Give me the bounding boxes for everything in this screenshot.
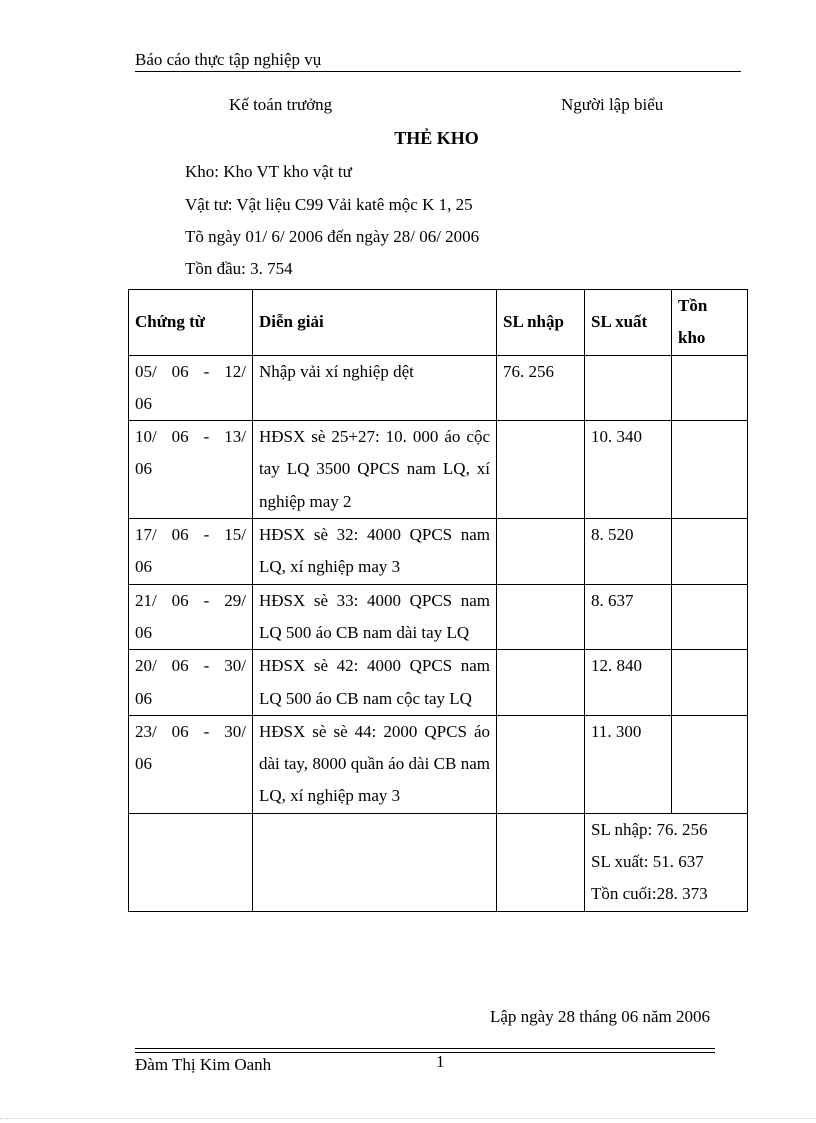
description-cell: HĐSX sè 42: 4000 QPCS nam LQ 500 áo CB nam cộc tay LQ [253, 650, 497, 716]
header-voucher: Chứng từ [129, 290, 253, 356]
voucher-date-month: 06 [135, 459, 152, 479]
voucher-cell [129, 519, 253, 585]
description-cell: Nhập vải xí nghiệp dệt [253, 355, 497, 421]
total-out: SL xuất: 51. 637 [591, 852, 704, 872]
page-number: 1 [436, 1052, 445, 1071]
material-line: Vật tư: Vật liệu C99 Vải katê mộc K 1, 25 [185, 195, 473, 214]
qty-out-cell: 8. 637 [585, 584, 672, 650]
qty-out-cell: 11. 300 [585, 715, 672, 813]
voucher-date-range: 05/ 06 - 12/ [135, 361, 246, 381]
qty-in-cell [497, 519, 585, 585]
warehouse-line: Kho: Kho VT kho vật tư [185, 162, 352, 181]
description-cell: HĐSX sè sè 44: 2000 QPCS áo dài tay, 8000 quần áo dài CB nam LQ, xí nghiệp may 3 [253, 715, 497, 813]
header-stock [672, 290, 748, 356]
qty-out-cell: 12. 840 [585, 650, 672, 716]
header-stock-line1: Tồn [678, 296, 708, 315]
table-row [129, 421, 748, 519]
footer-rule-bottom [135, 1052, 715, 1053]
preparer-label: Người lập biểu [561, 95, 664, 114]
table-row [129, 355, 748, 421]
opening-balance-line: Tồn đầu: 3. 754 [185, 259, 293, 278]
prepared-date: Lập ngày 28 tháng 06 năm 2006 [490, 1007, 711, 1026]
voucher-cell [129, 650, 253, 716]
stock-cell [672, 650, 748, 716]
stock-card-table [128, 289, 748, 912]
summary-empty-cell [497, 813, 585, 911]
document-title: THẺ KHO [394, 128, 479, 148]
stock-cell [672, 584, 748, 650]
qty-in-cell [497, 584, 585, 650]
stock-cell [672, 421, 748, 519]
header-qty-out: SL xuất [585, 290, 672, 356]
table-row [129, 584, 748, 650]
voucher-cell [129, 584, 253, 650]
running-header: Báo cáo thực tập nghiệp vụ [135, 50, 322, 69]
voucher-date-month: 06 [135, 688, 152, 708]
total-in: SL nhập: 76. 256 [591, 819, 708, 839]
qty-out-cell: 10. 340 [585, 421, 672, 519]
voucher-date-range: 20/ 06 - 30/ [135, 656, 246, 676]
header-qty-in: SL nhập [497, 290, 585, 356]
header-stock-line2: kho [678, 328, 706, 348]
summary-empty-cell [129, 813, 253, 911]
stock-cell [672, 355, 748, 421]
stock-cell [672, 715, 748, 813]
qty-out-cell: 8. 520 [585, 519, 672, 585]
description-cell: HĐSX sè 33: 4000 QPCS nam LQ 500 áo CB nam dài tay LQ [253, 584, 497, 650]
description-cell: HĐSX sè 32: 4000 QPCS nam LQ, xí nghiệp may 3 [253, 519, 497, 585]
qty-in-cell [497, 650, 585, 716]
table-header-row [129, 290, 748, 356]
summary-empty-cell [253, 813, 497, 911]
voucher-date-month: 06 [135, 754, 152, 774]
period-line: Tõ ngày 01/ 6/ 2006 đến ngày 28/ 06/ 2006 [185, 227, 480, 246]
description-cell: HĐSX sè 25+27: 10. 000 áo cộc tay LQ 3500 QPCS nam LQ, xí nghiệp may 2 [253, 421, 497, 519]
qty-out-cell [585, 355, 672, 421]
voucher-date-range: 21/ 06 - 29/ [135, 590, 246, 610]
qty-in-cell [497, 715, 585, 813]
qty-in-cell [497, 421, 585, 519]
voucher-cell [129, 355, 253, 421]
voucher-date-range: 10/ 06 - 13/ [135, 427, 246, 447]
page-edge-dots [0, 1118, 816, 1119]
footer-rule-top [135, 1048, 715, 1049]
header-rule [135, 71, 741, 72]
table-row [129, 519, 748, 585]
voucher-cell [129, 715, 253, 813]
chief-accountant-label: Kế toán trưởng [229, 95, 333, 114]
voucher-cell [129, 421, 253, 519]
footer-author: Đàm Thị Kim Oanh [135, 1055, 272, 1074]
summary-row [129, 813, 748, 911]
voucher-date-range: 17/ 06 - 15/ [135, 525, 246, 545]
header-description: Diễn giải [253, 290, 497, 356]
stock-cell [672, 519, 748, 585]
closing-balance: Tồn cuối:28. 373 [591, 884, 708, 904]
voucher-date-month: 06 [135, 393, 152, 413]
qty-in-cell: 76. 256 [497, 355, 585, 421]
voucher-date-month: 06 [135, 557, 152, 577]
voucher-date-month: 06 [135, 622, 152, 642]
voucher-date-range: 23/ 06 - 30/ [135, 721, 246, 741]
table-row [129, 650, 748, 716]
summary-cell [585, 813, 748, 911]
table-row [129, 715, 748, 813]
